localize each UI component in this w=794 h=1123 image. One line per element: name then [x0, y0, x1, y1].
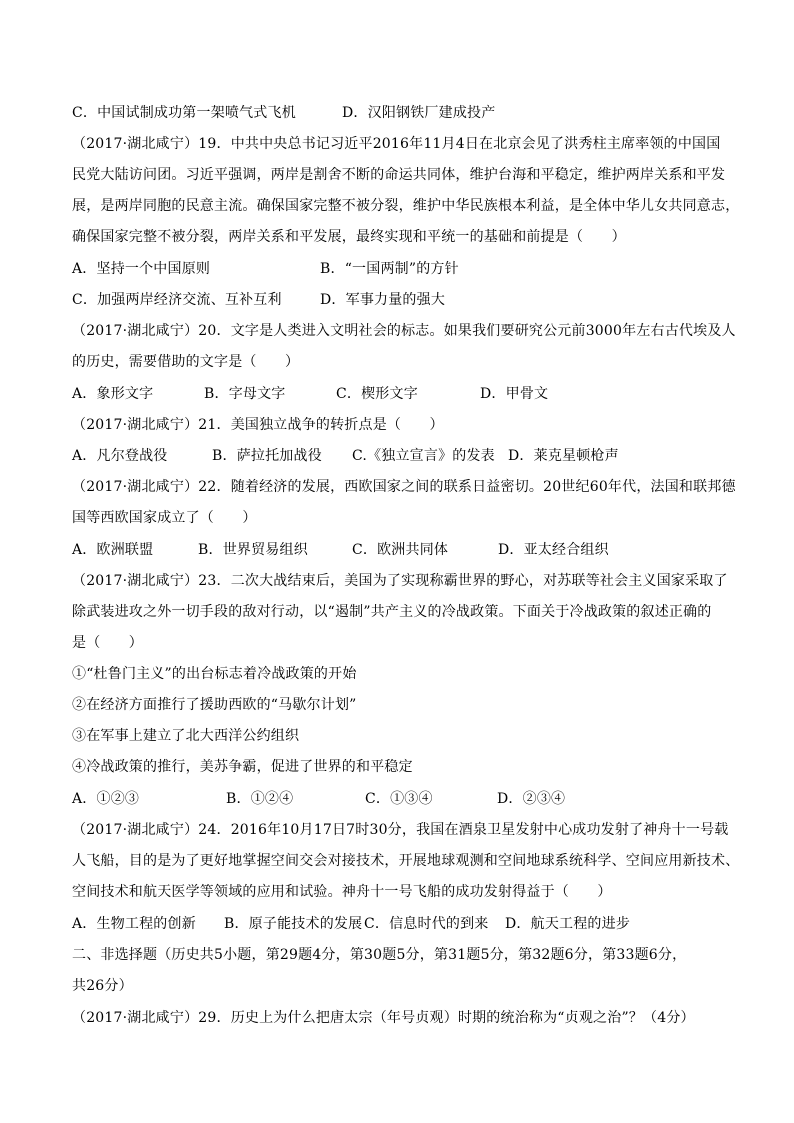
answer-option: D．汉阳钢铁厂建成投产	[342, 105, 496, 121]
text-line: （2017·湖北咸宁）24．2016年10月17日7时30分，我国在酒泉卫星发射中心成功发射了神舟十一号载	[72, 822, 729, 838]
text-line: 除武装进攻之外一切手段的敌对行动，以“遏制”共产主义的冷战政策。下面关于冷战政策的叙述正确的	[72, 604, 712, 620]
answer-option: C．加强两岸经济交流、互补互利	[72, 292, 282, 308]
text-line: ④冷战政策的推行，美苏争霸，促进了世界的和平稳定	[72, 759, 413, 775]
text-line: 确保国家完整不被分裂，两岸关系和平发展，最终实现和平统一的基础和前提是（ ）	[72, 229, 626, 245]
text-line: 国等西欧国家成立了（ ）	[72, 510, 257, 526]
text-line: ①“杜鲁门主义”的出台标志着冷战政策的开始	[72, 666, 357, 682]
answer-option: A．生物工程的创新	[72, 916, 196, 932]
answer-option: C．信息时代的到来	[364, 916, 489, 932]
text-line: 共26分）	[72, 978, 133, 994]
answer-option: D．莱克星顿枪声	[508, 448, 619, 464]
text-line: （2017·湖北咸宁）29．历史上为什么把唐太宗（年号贞观）时期的统治称为“贞观之治”？（4分）	[72, 1010, 695, 1026]
answer-option: B．原子能技术的发展	[224, 916, 363, 932]
answer-option: A．坚持一个中国原则	[72, 261, 211, 277]
answer-option: A．象形文字	[72, 386, 154, 402]
answer-option: A．凡尔登战役	[72, 448, 168, 464]
answer-option: C.《独立宣言》的发表	[352, 448, 495, 464]
answer-option: D．航天工程的进步	[505, 916, 631, 932]
answer-option: C．①③④	[365, 791, 433, 807]
text-line: 空间技术和航天医学等领域的应用和试验。神舟十一号飞船的成功发射得益于（ ）	[72, 884, 612, 900]
answer-option: D．亚太经合组织	[498, 542, 609, 558]
answer-option: D．甲骨文	[480, 386, 549, 402]
answer-option: B．萨拉托加战役	[212, 448, 322, 464]
answer-option: B．①②④	[226, 791, 294, 807]
answer-option: D．军事力量的强大	[320, 292, 446, 308]
text-line: （2017·湖北咸宁）21．美国独立战争的转折点是（ ）	[72, 417, 444, 433]
answer-option: A．①②③	[72, 791, 140, 807]
text-line: （2017·湖北咸宁）20．文字是人类进入文明社会的标志。如果我们要研究公元前3000年左右古代埃及人	[72, 323, 736, 339]
answer-option: B．字母文字	[204, 386, 286, 402]
answer-option: B．世界贸易组织	[198, 542, 308, 558]
answer-option: A．欧洲联盟	[72, 542, 154, 558]
text-line: 的历史，需要借助的文字是（ ）	[72, 354, 300, 370]
text-line: 民党大陆访问团。习近平强调，两岸是割舍不断的命运共同体，维护台海和平稳定，维护两岸关系和平发	[72, 167, 726, 183]
text-line: （2017·湖北咸宁）23．二次大战结束后，美国为了实现称霸世界的野心，对苏联等社会主义国家采取了	[72, 573, 728, 589]
answer-option: C．楔形文字	[336, 386, 418, 402]
answer-option: B．“一国两制”的方针	[320, 261, 459, 277]
answer-option: C．欧洲共同体	[352, 542, 449, 558]
text-line: （2017·湖北咸宁）22．随着经济的发展，西欧国家之间的联系日益密切。20世纪60年代，法国和联邦德	[72, 479, 736, 495]
answer-option: C．中国试制成功第一架喷气式飞机	[72, 105, 296, 121]
text-line: （2017·湖北咸宁）19．中共中央总书记习近平2016年11月4日在北京会见了洪秀柱主席率领的中国国	[72, 136, 721, 152]
text-line: 是（ ）	[72, 635, 143, 651]
text-line: 二、非选择题（历史共5小题，第29题4分，第30题5分，第31题5分，第32题6分，第33题6分，	[72, 947, 687, 963]
answer-option: D．②③④	[497, 791, 566, 807]
text-line: 人飞船，目的是为了更好地掌握空间交会对接技术，开展地球观测和空间地球系统科学、空间应用新技术、	[72, 853, 740, 869]
text-line: ③在军事上建立了北大西洋公约组织	[72, 728, 300, 744]
text-line: ②在经济方面推行了援助西欧的“马歇尔计划”	[72, 697, 357, 713]
text-line: 展，是两岸同胞的民意主流。确保国家完整不被分裂，维护中华民族根本利益，是全体中华儿女共同意志，	[72, 198, 740, 214]
